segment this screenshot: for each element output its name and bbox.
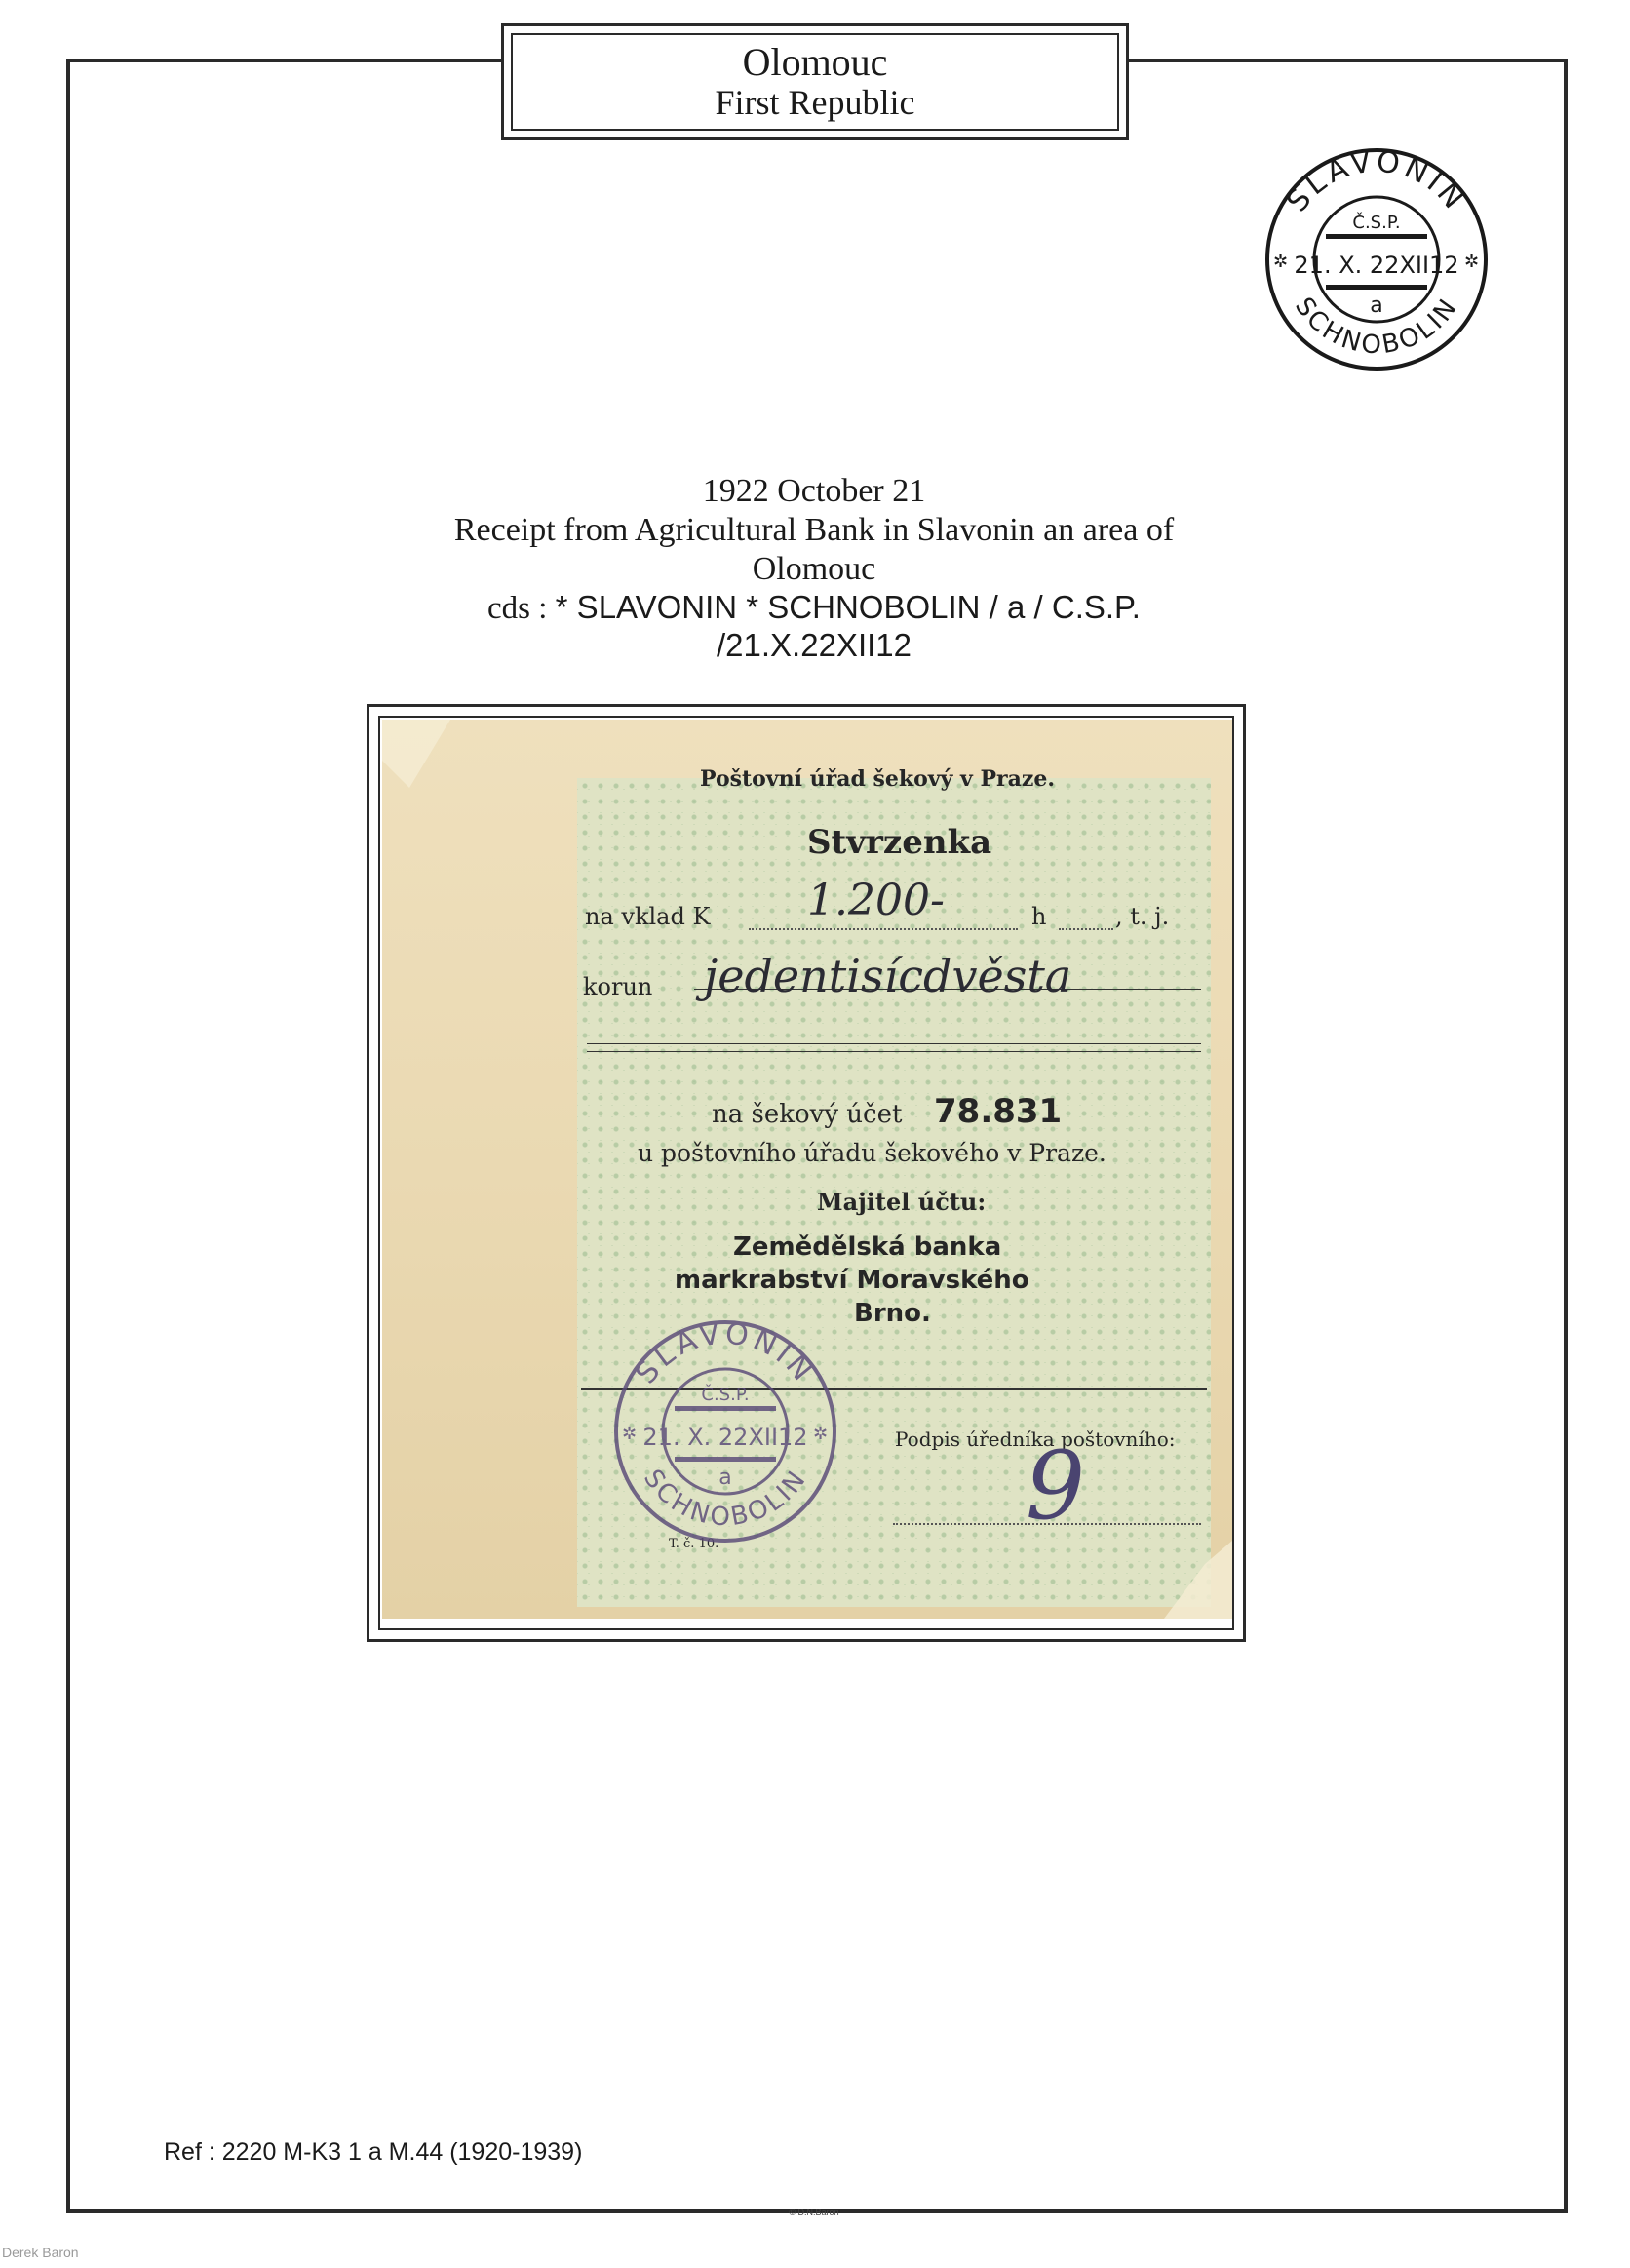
receipt-postmark-letter: a xyxy=(718,1466,732,1490)
account-number: 78.831 xyxy=(934,1092,1063,1131)
copyright-note: © D.N.Baron xyxy=(789,2208,839,2217)
caption-cds xyxy=(370,589,1258,627)
photo-corner-top-left xyxy=(382,720,450,788)
deposit-label: na vklad K xyxy=(585,903,711,930)
deposit-amount: 1.200- xyxy=(807,876,945,925)
caption xyxy=(370,472,1258,664)
korun-written-amount: jedentisícdvěsta xyxy=(704,950,1072,1002)
form-number: T. č. 10. xyxy=(669,1537,719,1551)
owner-line-2: markrabství Moravského xyxy=(675,1266,1029,1295)
postmark-inner-top: Č.S.P. xyxy=(1352,213,1401,233)
receipt-postmark xyxy=(602,1309,848,1554)
tj-label: , t. j. xyxy=(1115,903,1170,930)
h-label: h xyxy=(1031,903,1047,930)
receipt-postmark-top-text: SLAVONIN xyxy=(629,1316,822,1390)
page-title: Olomouc xyxy=(742,40,888,84)
caption-description-cont: Olomouc xyxy=(752,551,876,587)
title-box-inner xyxy=(511,33,1119,131)
caption-date: 1922 October 21 xyxy=(702,473,926,509)
caption-cds-prefix: cds : xyxy=(487,591,556,626)
receipt-postmark-date: 21. X. 22XII12 xyxy=(642,1424,808,1451)
caption-cds-text: * SLAVONIN * SCHNOBOLIN / a / C.S.P. xyxy=(555,589,1141,625)
caption-cds-date: /21.X.22XII12 xyxy=(717,627,912,663)
caption-description: Receipt from Agricultural Bank in Slavonin an area of xyxy=(453,512,1175,548)
postmark-illustration xyxy=(1254,137,1499,382)
receipt-postmark-star-left-icon: ✲ xyxy=(622,1424,638,1443)
receipt-postmark-bottom-text: SCHNOBOLIN xyxy=(637,1464,814,1533)
postmark-star-left-icon: ✲ xyxy=(1273,252,1289,271)
signature-mark: 9 xyxy=(1026,1431,1086,1541)
postmark-letter: a xyxy=(1370,293,1383,318)
account-office-line: u poštovního úřadu šekového v Praze. xyxy=(638,1139,1106,1167)
postmark-bottom-text: SCHNOBOLIN xyxy=(1288,292,1465,361)
postmark-star-right-icon: ✲ xyxy=(1464,252,1480,271)
receipt-postmark-inner-top: Č.S.P. xyxy=(701,1385,750,1405)
page-subtitle: First Republic xyxy=(715,83,915,122)
title-box xyxy=(501,23,1129,140)
postmark-top-text: SLAVONIN xyxy=(1280,144,1473,218)
owner-line-3: Brno. xyxy=(854,1299,931,1328)
signature-label: Podpis úředníka poštovního: xyxy=(895,1427,1176,1451)
account-label: na šekový účet xyxy=(712,1100,903,1129)
postmark-date: 21. X. 22XII12 xyxy=(1294,252,1459,279)
receipt-office: Poštovní úřad šekový v Praze. xyxy=(700,766,1056,792)
korun-label: korun xyxy=(583,973,653,1000)
owner-label: Majitel účtu: xyxy=(817,1188,987,1216)
owner-line-1: Zemědělská banka xyxy=(733,1232,1002,1262)
reference-note: Ref : 2220 M-K3 1 a M.44 (1920-1939) xyxy=(164,2138,583,2166)
watermark: Derek Baron xyxy=(2,2245,79,2260)
receipt-postmark-star-right-icon: ✲ xyxy=(813,1424,829,1443)
receipt-heading: Stvrzenka xyxy=(807,823,992,862)
